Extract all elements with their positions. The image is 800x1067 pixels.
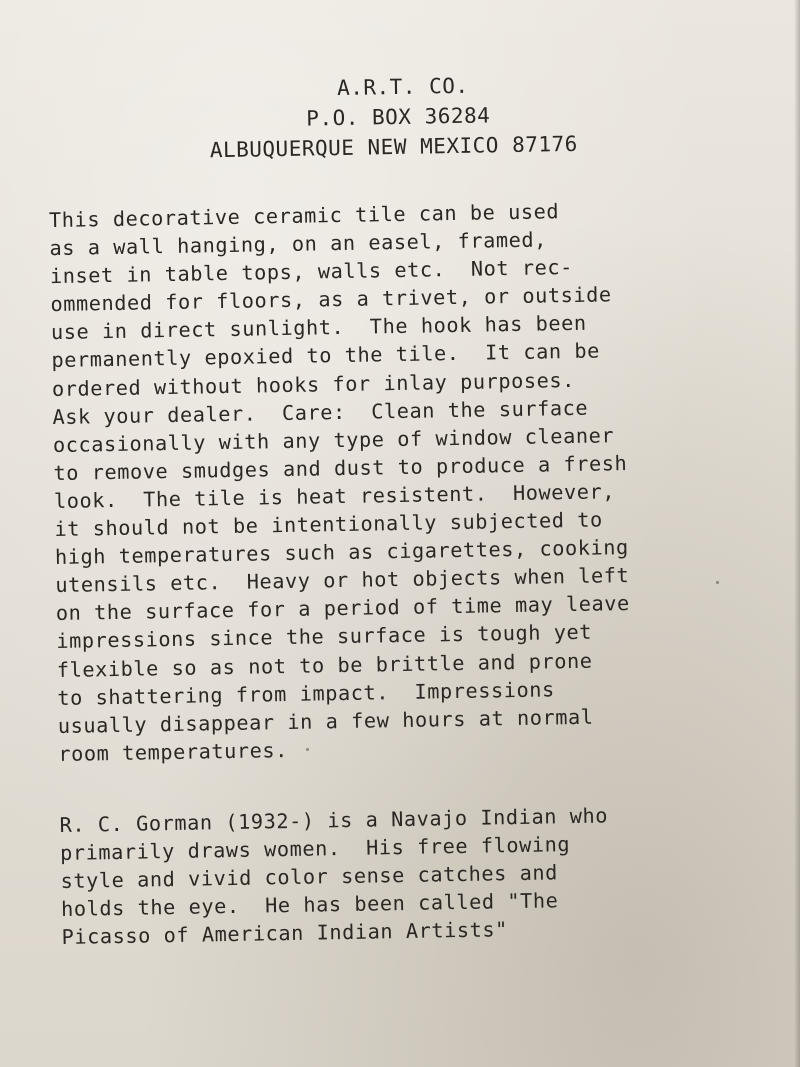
description-line: as a wall hanging, on an easel, framed,	[49, 227, 548, 261]
description-line: use in direct sunlight. The hook has been	[50, 311, 587, 345]
description-line: high temperatures such as cigarettes, cooking	[54, 535, 630, 570]
paper-speck	[716, 581, 719, 584]
description-line: permanently epoxied to the tile. It can be	[51, 338, 601, 373]
description-line: inset in table tops, walls etc. Not rec-	[49, 255, 574, 289]
paper-speck	[306, 748, 309, 751]
description-line: usually disappear in a few hours at normal	[57, 704, 594, 738]
bio-line: Picasso of American Indian Artists"	[61, 917, 509, 950]
description-line: on the surface for a period of time may leave	[55, 591, 630, 626]
description-line: look. The tile is heat resistent. However,	[53, 479, 616, 513]
po-box: P.O. BOX 36284	[306, 103, 491, 131]
description-line: to shattering from impact. Impressions	[57, 676, 555, 710]
letterhead	[0, 65, 794, 169]
description-line: Ask your dealer. Care: Clean the surface	[52, 395, 589, 429]
bio-line: primarily draws women. His free flowing	[59, 832, 571, 866]
paper-edge-shadow	[794, 0, 800, 1067]
description-line: utensils etc. Heavy or hot objects when left	[55, 563, 630, 598]
company-name: A.R.T. CO.	[336, 73, 469, 101]
description-line: occasionally with any type of window cleaner	[52, 423, 615, 457]
description-line: impressions since the surface is tough yet	[56, 620, 593, 654]
description-line: flexible so as not to be brittle and prone	[56, 648, 593, 682]
description-line: to remove smudges and dust to produce a fresh	[53, 450, 628, 485]
bio-line: style and vivid color sense catches and	[60, 860, 559, 894]
city-address: ALBUQUERQUE NEW MEXICO 87176	[209, 131, 579, 163]
artist-bio	[59, 799, 751, 951]
description-line: This decorative ceramic tile can be used	[48, 199, 560, 233]
description-line: ordered without hooks for inlay purposes.	[51, 367, 576, 401]
description-line: ommended for floors, as a trivet, or outside	[50, 282, 612, 317]
bio-line: holds the eye. He has been called "The	[60, 888, 559, 922]
bio-line: R. C. Gorman (1932-) is a Navajo Indian who	[59, 803, 609, 837]
description-line: room temperatures.	[58, 737, 289, 766]
description-line: it should not be intentionally subjected to	[54, 507, 604, 542]
tile-description	[49, 194, 749, 768]
